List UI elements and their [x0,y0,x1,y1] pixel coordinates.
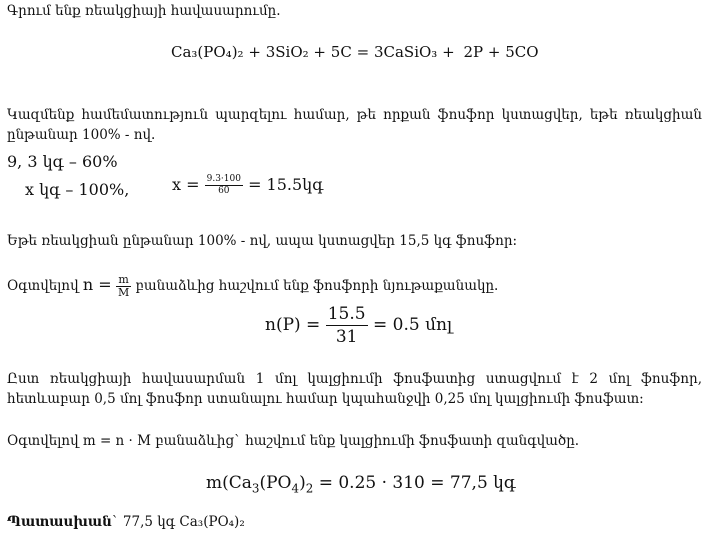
mass-result: = 0.25 · 310 = 77,5 կգ [318,473,516,493]
x-fraction-denominator: 60 [218,186,230,196]
answer-label: Պատասխան [7,514,112,530]
x-lhs: x = [172,175,200,194]
formula-suffix: բանաձևից հաշվում ենք ֆոսֆորի նյութաքանակը. [135,278,499,294]
reactant-silicon-dioxide: 3SiO₂ [265,43,309,61]
formula-n-numerator: m [116,274,131,287]
reactant-calcium-phosphate: Ca₃(PO₄)₂ [171,43,244,61]
mass-phosphate-group: (PO [259,473,292,493]
plus-sign: + [442,43,455,61]
proportion-line-1: 9, 3 կգ – 60% [7,152,118,171]
formula-n-fraction [116,274,131,299]
plus-sign: + [313,43,326,61]
proportion-line-2: x կգ – 100%, [25,180,130,199]
moles-result: = 0.5 մոլ [372,315,453,335]
moles-denominator: 31 [335,327,358,347]
answer-line [7,514,245,530]
equals-sign: = [356,43,370,61]
moles-fraction [326,303,368,348]
mass-calculation [206,473,516,495]
product-carbon-monoxide: 5CO [505,43,539,61]
formula-n-line [7,274,498,299]
mass-subscript: 4 [291,481,300,496]
x-fraction-numerator: 9.3·100 [206,174,241,184]
formula-prefix: Օգտվելով [7,278,79,294]
x-fraction [205,174,243,197]
x-calculation [172,174,323,197]
mass-formula-paragraph: Օգտվելով m = n · M բանաձևից` հաշվում ենք կալցիումի ֆոսֆատի զանգվածը. [7,433,580,449]
answer-separator: ` [111,514,119,530]
reactant-carbon: 5C [330,43,352,61]
mass-subscript: 3 [251,481,260,496]
result-paragraph: Եթե ռեակցիան ընթանար 100% - ով, ապա կստացվեր 15,5 կգ ֆոսֆոր: [7,233,518,249]
plus-sign: + [487,43,501,61]
formula-n-denominator: M [117,286,130,299]
plus-sign: + [248,43,261,61]
mass-subscript: 2 [305,481,314,496]
formula-n-lhs: n = [82,275,112,294]
mass-paren: ) [299,473,306,493]
intro-text: Գրում ենք ռեակցիայի հավասարումը. [7,3,281,19]
stoichiometry-paragraph: Ըստ ռեակցիայի հավասարման 1 մոլ կալցիումի ֆոսֆատից ստացվում է 2 մոլ ֆոսֆոր, հետևաբար 0,5 մոլ ֆոսֆոր ստանալու համար կպահանջվի 0,25 մոլ կալցիումի ֆոսֆատ: [7,371,702,407]
product-calcium-silicate: 3CaSiO₃ [373,43,438,61]
product-phosphorus: 2P [463,43,484,61]
moles-numerator: 15.5 [327,304,366,324]
proportion-paragraph: Կազմենք համեմատություն պարզելու համար, թե որքան ֆոսֆոր կստացվեր, եթե ռեակցիան ընթանար 100% - ով. [7,107,702,143]
moles-phosphorus-calculation [265,303,452,348]
x-result: = 15.5կգ [248,175,324,194]
mass-lhs: m(Ca [206,473,252,493]
moles-lhs: n(P) = [265,315,321,335]
answer-value: 77,5 կգ Ca₃(PO₄)₂ [122,514,245,530]
reaction-equation [171,43,539,61]
